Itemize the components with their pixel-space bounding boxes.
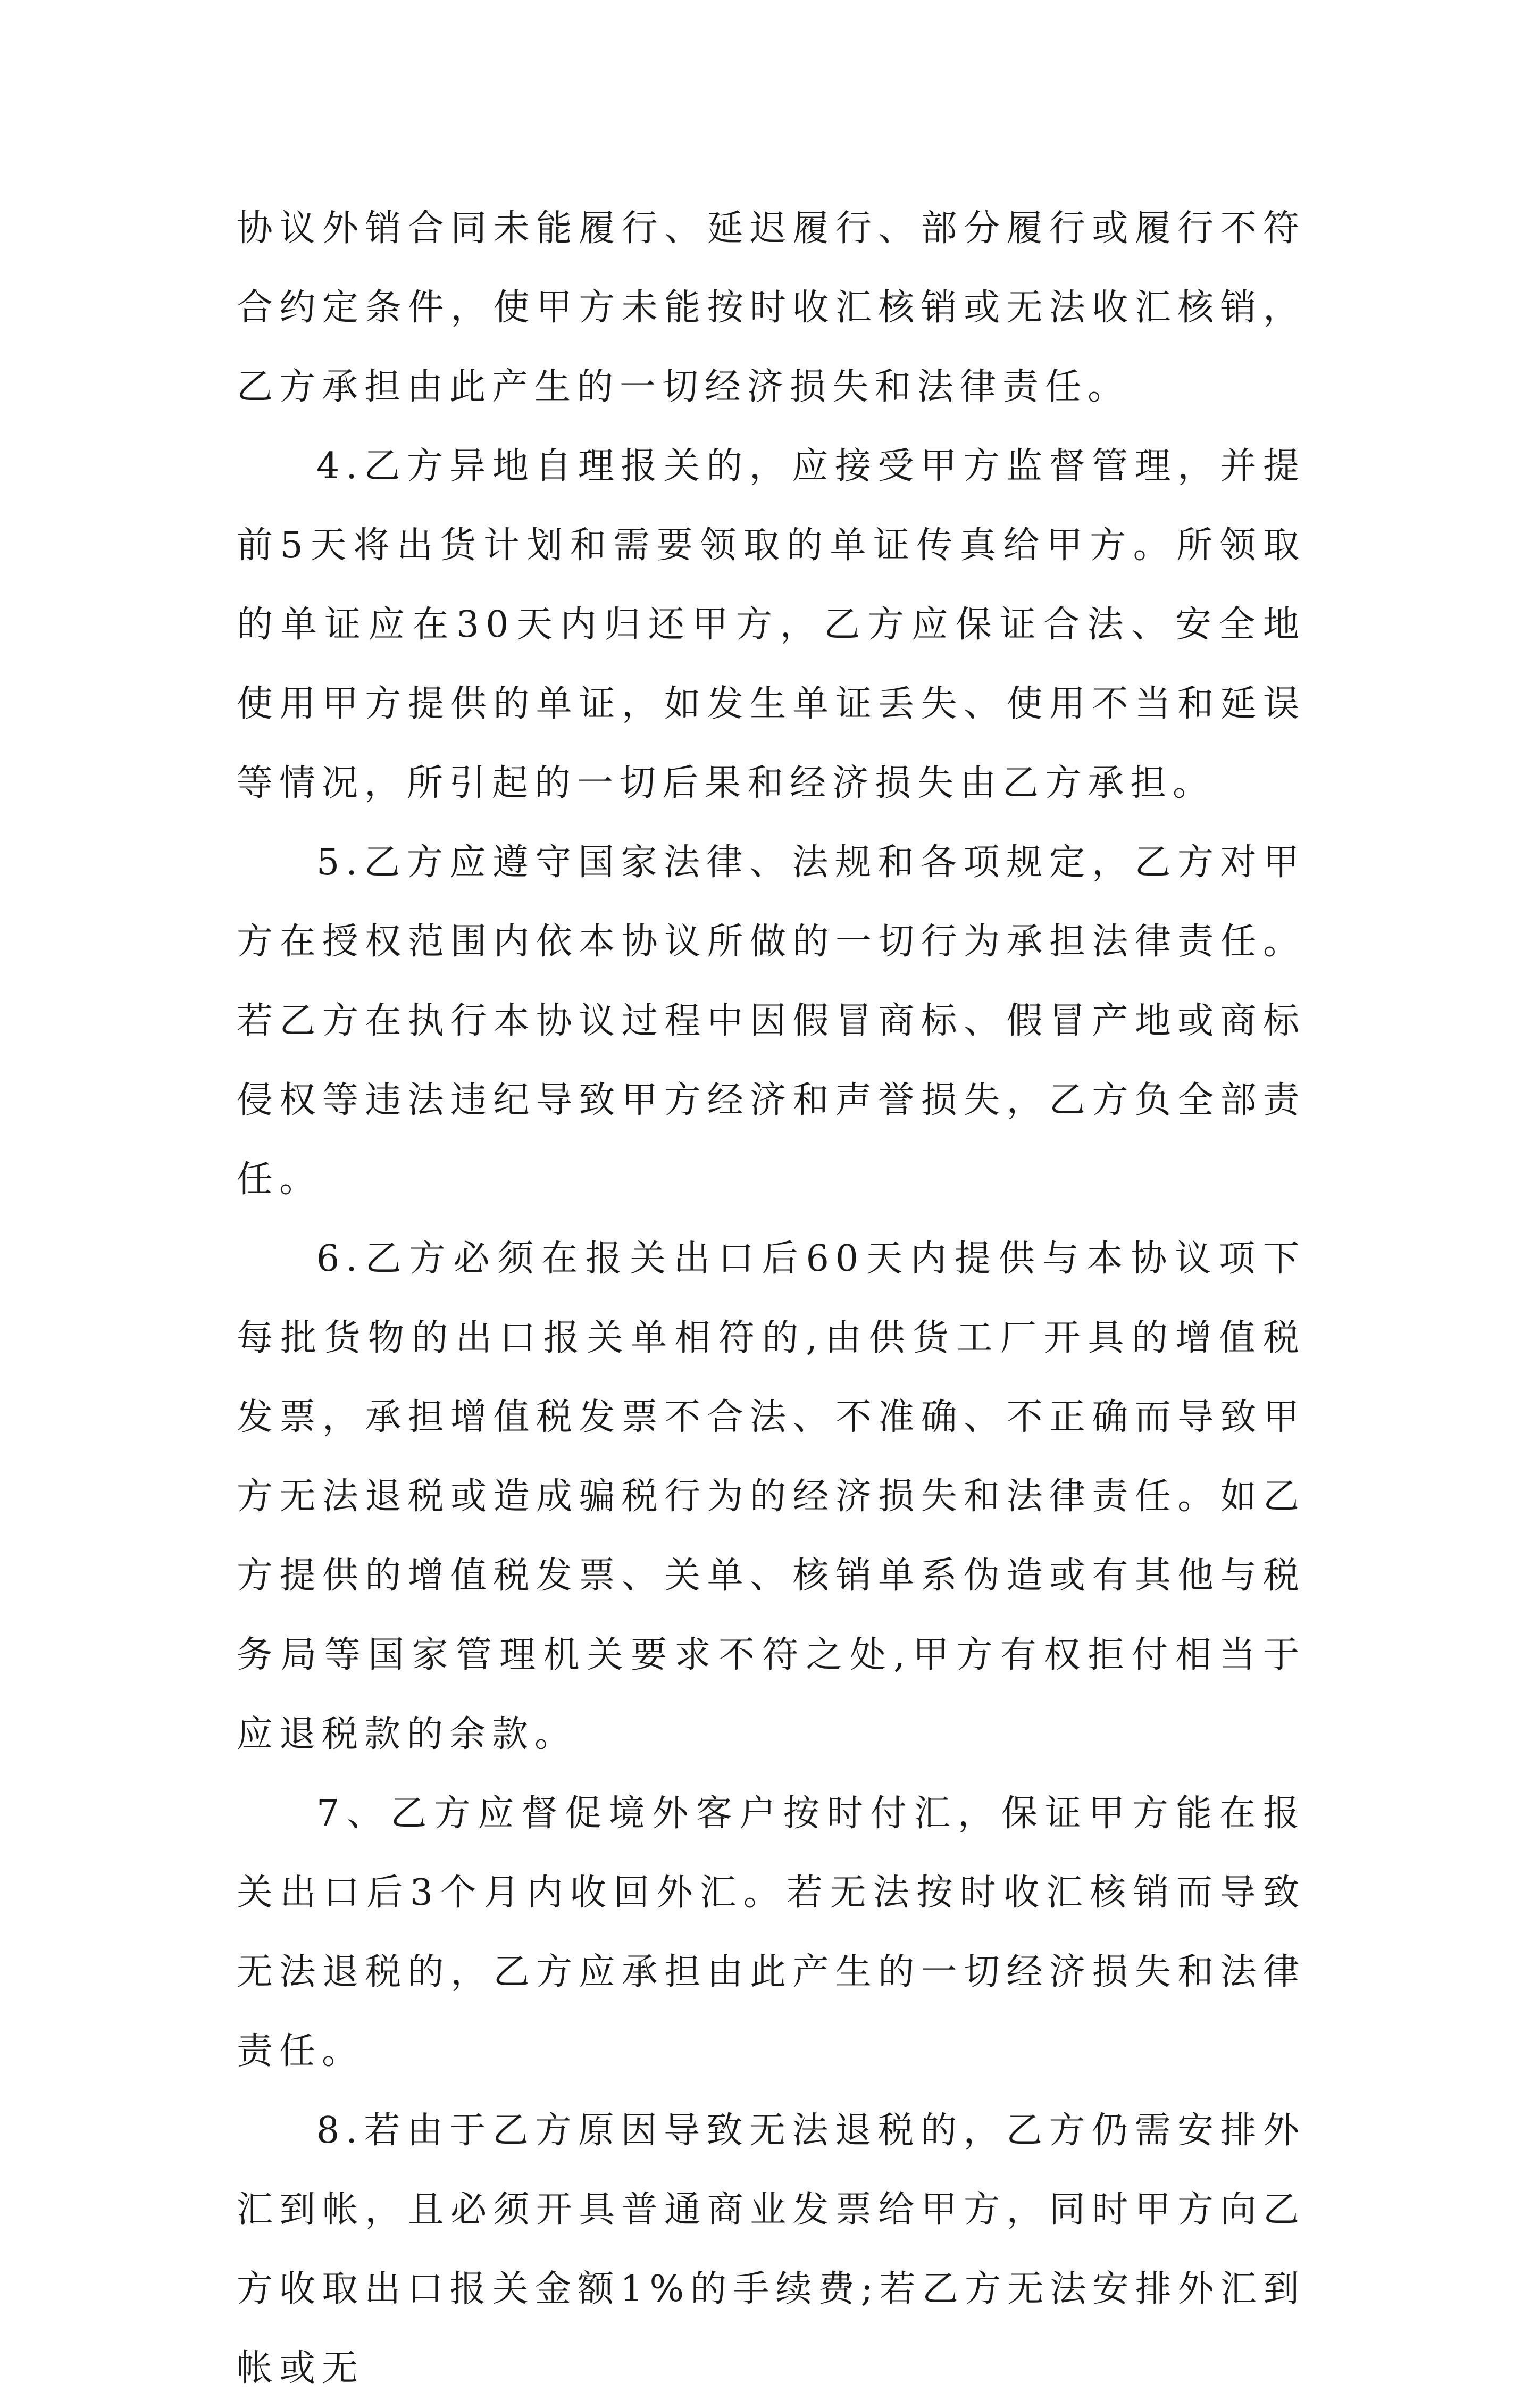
paragraph-clause-4: 4.乙方异地自理报关的，应接受甲方监督管理，并提前5天将出货计划和需要领取的单证传真给甲方。所领取的单证应在30天内归还甲方，乙方应保证合法、安全地使用甲方提供的单证，如发生单证丢失、使用不当和延误等情况，所引起的一切后果和经济损失由乙方承担。 <box>237 445 1306 804</box>
paragraph-clause-8: 8.若由于乙方原因导致无法退税的，乙方仍需安排外汇到帐，且必须开具普通商业发票给甲方，同时甲方向乙方收取出口报关金额1%的手续费;若乙方无法安排外汇到帐或无 <box>237 2110 1306 2389</box>
document-body <box>237 189 1306 2408</box>
paragraph-clause-6: 6.乙方必须在报关出口后60天内提供与本协议项下每批货物的出口报关单相符的,由供货工厂开具的增值税发票，承担增值税发票不合法、不准确、不正确而导致甲方无法退税或造成骗税行为的经济损失和法律责任。如乙方提供的增值税发票、关单、核销单系伪造或有其他与税务局等国家管理机关要求不符之处,甲方有权拒付相当于应退税款的余款。 <box>237 1238 1306 1755</box>
paragraph-clause-7: 7、乙方应督促境外客户按时付汇，保证甲方能在报关出口后3个月内收回外汇。若无法按时收汇核销而导致无法退税的，乙方应承担由此产生的一切经济损失和法律责任。 <box>237 1793 1306 2072</box>
paragraph-clause-5: 5.乙方应遵守国家法律、法规和各项规定，乙方对甲方在授权范围内依本协议所做的一切行为承担法律责任。若乙方在执行本协议过程中因假冒商标、假冒产地或商标侵权等违法违纪导致甲方经济和声誉损失，乙方负全部责任。 <box>237 841 1306 1201</box>
paragraph-continuation: 协议外销合同未能履行、延迟履行、部分履行或履行不符合约定条件，使甲方未能按时收汇核销或无法收汇核销，乙方承担由此产生的一切经济损失和法律责任。 <box>237 207 1306 408</box>
